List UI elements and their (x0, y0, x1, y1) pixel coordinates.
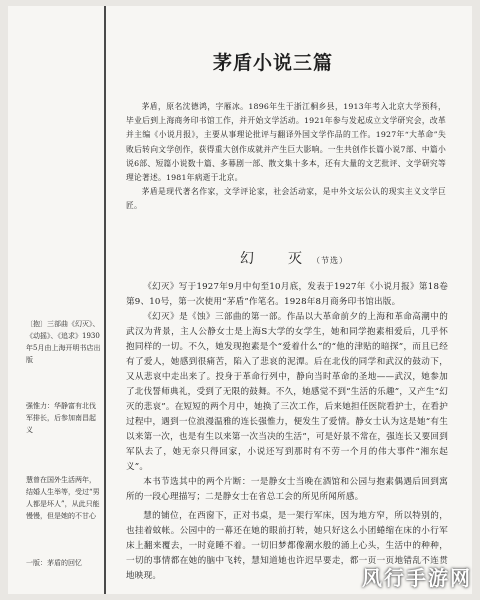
author-introduction (126, 100, 446, 214)
margin-note: 强惟力：华静富有北伐军排长，后参加南昌起义 (26, 402, 96, 434)
watermark-text: 风行手游网 (362, 565, 472, 590)
margin-divider (104, 6, 106, 594)
body-paragraph: 《幻灭》写于1927年9月中旬至10月底，发表于1927年《小说月报》第18卷第9、10号，第一次使用“茅盾”作笔名。1928年8月商务印书馆出版。 (126, 282, 448, 307)
body-paragraph: 本书节选其中的两个片断：一是静女士当晚在酒馆和公园与抱素偶遇后回到寓所的一段心理描写；二是静女士在省总工会的所见所闻所感。 (126, 477, 448, 502)
body-paragraph: 《幻灭》是《蚀》三部曲的第一部。作品以大革命前夕的上海和革命高潮中的武汉为背景，主人公静女士是上海S大学的女学生，她和同学抱素相爱后，几乎怀抱同样的一切。不久，她发现抱素是个“爱着什么”的“他的津贴的暗探”，而且已经有了爱人，她感到很痛苦，陷入了悲哀的泥潭。后在北伐的同学和武汉的鼓动下，又从悲哀中走出来了。投身于革命行列中，静向当时革命的圣地——武汉，她参加了北伐誓师典礼，受到了无限的鼓舞。不久，她感觉不到“生活的乐趣”，又产生“幻灭的悲哀”。在短短的两个月中，她换了三次工作，后来她担任医院看护士，在看护过程中，遇到一位浪漫温雅的连长强惟力，便发生了爱情。静女士认为这是她“有生以来第一次，也是有生以来第一次当决的生活”，可是好景不常在，强连长又要回到军队去了，她无奈只得回家，小说还写到那时有不劳一个月的伟大事件“湘东起义”。 (126, 312, 448, 472)
intro-paragraph: 茅盾是现代著名作家，文学评论家，社会活动家，是中外文坛公认的现实主义文学巨匠。 (126, 187, 446, 211)
section-subtitle: （节选） (312, 256, 348, 265)
site-watermark (352, 556, 472, 596)
intro-paragraph: 茅盾，原名沈德鸿，字雁冰。1896年生于浙江桐乡县，1913年考入北京大学预科，毕业后到上海商务印书馆工作，并开始文学活动。1921年参与发起成立文学研究会，改革并主编《小说月报》，主要从事理论批评与翻译外国文学作品的工作。1927年“大革命”失败后转向文学创作，获得重大创作成就并产生巨大影响。一生共创作长篇小说7部、中篇小说6部、短篇小说数十篇、多幕剧一部、散文集十多本，还有大量的文艺批评、文学研究等理论著述。1981年病逝于北京。 (126, 102, 446, 183)
footer-note: 一版：茅盾的回忆 (26, 559, 82, 567)
document-page (8, 6, 472, 594)
margin-note: 慧曾在国外生活两年，结婚人生举等，受过“男人都是坏人”，从此只能慢慢，但是她的不甘心 (26, 476, 100, 520)
section-heading (240, 248, 400, 268)
body-paragraph: 慧的铺位，在西窗下，正对书桌，是一架行军床，因为地方窄，所以特别的，也挂着蚊帐。公园中的一幕还在她的眼前打转，她只好这么小团蜷缩在床的小行军床上翻来覆去，一时竟睡不着。一切旧梦都像潮水般的涌上心头，生活中的种种，一切的事情都在她的脑中飞转，慧知道她也许迟早要走，都一页一页地错乱不连贯地映现。 (126, 511, 448, 581)
page-title: 茅盾小说三篇 (213, 52, 334, 74)
main-text (126, 280, 448, 584)
section-title: 幻 灭 (240, 251, 312, 267)
margin-note: 〔抱〕三部曲《幻灭》、《动摇》、《追求》1930年5月由上海开明书店出版 (26, 320, 101, 364)
